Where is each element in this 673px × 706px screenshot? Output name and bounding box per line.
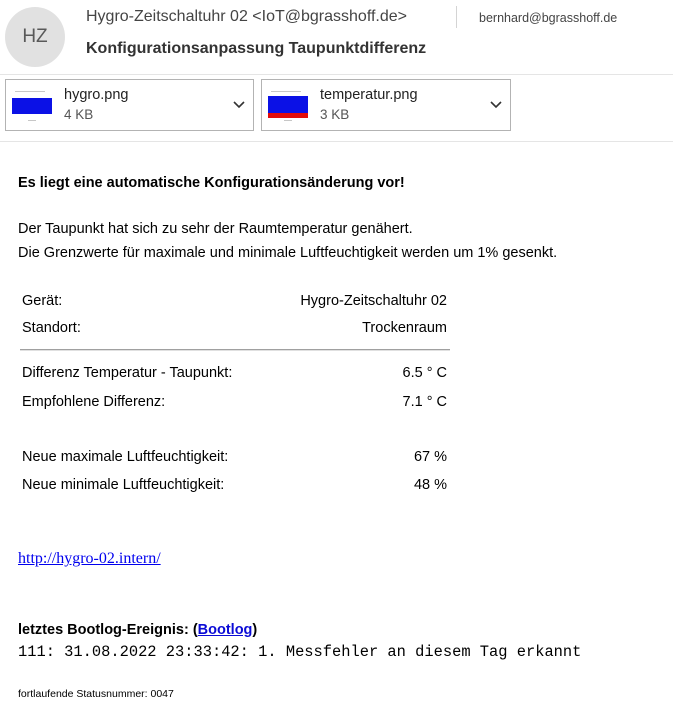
message-line-2: Die Grenzwerte für maximale und minimale Luftfeuchtigkeit werden um 1% gesenkt.	[18, 245, 558, 261]
sender-avatar[interactable]: HZ	[5, 7, 65, 67]
message-line-1: Der Taupunkt hat sich zu sehr der Raumtemperatur genähert.	[18, 221, 413, 237]
max-humidity-value: 67 %	[413, 449, 447, 465]
header-divider	[456, 6, 457, 28]
min-humidity-value: 48 %	[413, 477, 447, 493]
message-header	[0, 0, 673, 75]
bootlog-suffix: )	[252, 622, 258, 638]
bootlog-title	[18, 622, 257, 638]
location-value: Trockenraum	[362, 320, 447, 336]
temperature-difference-label: Differenz Temperatur - Taupunkt:	[22, 365, 233, 381]
bootlog-link[interactable]: Bootlog	[197, 622, 253, 638]
attachment-temperatur[interactable]	[261, 79, 511, 131]
temperature-difference-value: 6.5 ° C	[402, 365, 447, 381]
attachment-name: temperatur.png	[320, 87, 418, 103]
device-url-link[interactable]: http://hygro-02.intern/	[18, 550, 161, 567]
attachment-hygro[interactable]	[5, 79, 254, 131]
location-label: Standort:	[22, 320, 81, 336]
bootlog-event: 111: 31.08.2022 23:33:42: 1. Messfehler an diesem Tag erkannt	[18, 643, 582, 661]
device-label: Gerät:	[22, 293, 63, 309]
status-number: fortlaufende Statusnummer: 0047	[18, 688, 174, 700]
recommended-difference-value: 7.1 ° C	[402, 394, 447, 410]
attachment-size: 3 KB	[320, 107, 350, 122]
attachment-name: hygro.png	[64, 87, 129, 103]
chevron-down-icon[interactable]	[231, 96, 247, 112]
attachment-size: 4 KB	[64, 107, 94, 122]
attachments-separator	[0, 141, 673, 142]
chevron-down-icon[interactable]	[488, 96, 504, 112]
header-separator	[0, 74, 673, 75]
recommended-difference-label: Empfohlene Differenz:	[22, 394, 166, 410]
recipient[interactable]: bernhard@bgrasshoff.de	[479, 11, 618, 25]
device-value: Hygro-Zeitschaltuhr 02	[300, 293, 447, 309]
bootlog-prefix: letztes Bootlog-Ereignis: (	[18, 622, 198, 638]
attachment-thumbnail-hygro	[11, 88, 53, 122]
subject: Konfigurationsanpassung Taupunktdifferenz	[86, 40, 427, 57]
max-humidity-label: Neue maximale Luftfeuchtigkeit:	[22, 449, 229, 465]
message-headline: Es liegt eine automatische Konfigurationsänderung vor!	[18, 175, 405, 191]
attachment-thumbnail-temperatur	[267, 88, 309, 122]
table-divider	[20, 349, 450, 351]
sender-name[interactable]: Hygro-Zeitschaltuhr 02 <IoT@bgrasshoff.de>	[86, 8, 407, 25]
min-humidity-label: Neue minimale Luftfeuchtigkeit:	[22, 477, 225, 493]
